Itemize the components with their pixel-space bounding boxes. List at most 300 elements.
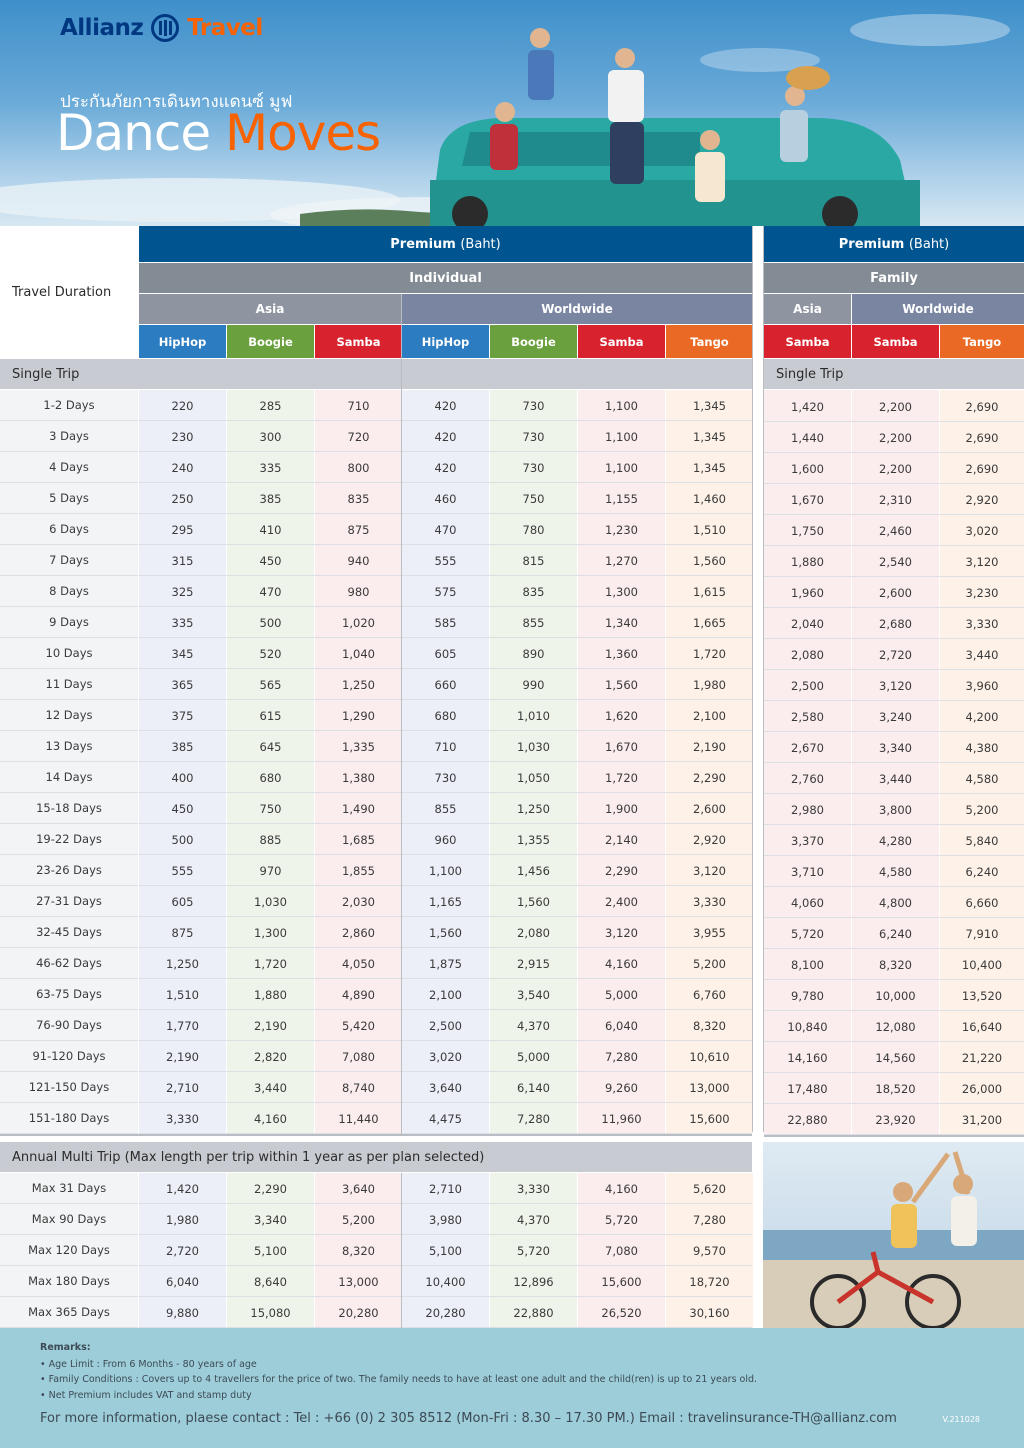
annual-premium-value: 5,720 (605, 1212, 638, 1227)
premium-value: 3,440 (254, 1080, 287, 1095)
premium-value: 285 (259, 398, 282, 413)
family-plan-header-samba: Samba (764, 325, 851, 358)
allianz-travel-logo (60, 14, 263, 42)
premium-value: 970 (259, 863, 282, 878)
premium-value: 1,030 (254, 894, 287, 909)
family-premium-value: 18,520 (875, 1081, 916, 1096)
annual-premium-value: 13,000 (338, 1274, 379, 1289)
annual-label: Annual Multi Trip (12, 1149, 121, 1165)
premium-value: 585 (434, 615, 457, 630)
premium-value: 3,955 (693, 925, 726, 940)
family-premium-value: 2,200 (879, 461, 912, 476)
family-worldwide-header: Worldwide (852, 294, 1024, 324)
premium-value: 710 (434, 739, 457, 754)
family-premium-value: 4,800 (879, 895, 912, 910)
premium-value: 750 (259, 801, 282, 816)
annual-premium-value: 8,320 (342, 1243, 375, 1258)
duration-label: 121-150 Days (0, 1072, 138, 1103)
family-plan-header-tango: Tango (940, 325, 1024, 358)
premium-value: 1,300 (605, 584, 638, 599)
premium-value: 680 (259, 770, 282, 785)
premium-value: 730 (434, 770, 457, 785)
duration-label: 151-180 Days (0, 1103, 138, 1134)
family-premium-value: 3,330 (965, 616, 999, 631)
annual-duration-label: Max 120 Days (0, 1235, 138, 1266)
premium-value: 420 (434, 429, 457, 444)
premium-value: 1,560 (517, 894, 550, 909)
annual-premium-value: 7,080 (605, 1243, 638, 1258)
duration-label: 76-90 Days (0, 1010, 138, 1041)
family-premium-value: 3,710 (791, 864, 824, 879)
premium-value: 2,190 (254, 1018, 287, 1033)
premium-value: 1,720 (605, 770, 638, 785)
family-premium-label: Premium (838, 236, 905, 252)
premium-value: 500 (259, 615, 282, 630)
remark-net-premium: • Net Premium includes VAT and stamp duty (40, 1389, 252, 1401)
family-baht-label: (Baht) (908, 236, 950, 252)
premium-value: 7,280 (605, 1049, 638, 1064)
duration-label: 19-22 Days (0, 824, 138, 855)
premium-value: 875 (347, 522, 370, 537)
duration-label: 15-18 Days (0, 793, 138, 824)
family-premium-value: 21,220 (961, 1050, 1003, 1065)
family-premium-value: 5,720 (791, 926, 824, 941)
remarks (40, 1340, 757, 1403)
travel-duration-header: Travel Duration (0, 226, 138, 358)
plan-header-boogie: Boogie (490, 325, 577, 358)
premium-value: 1,020 (342, 615, 375, 630)
premium-value: 980 (347, 584, 370, 599)
premium-value: 1,720 (693, 646, 726, 661)
family-premium-value: 1,440 (791, 430, 824, 445)
premium-value: 470 (434, 522, 457, 537)
premium-value: 420 (434, 398, 457, 413)
premium-value: 400 (171, 770, 194, 785)
premium-value: 890 (522, 646, 545, 661)
hero-title (56, 104, 380, 162)
premium-value: 1,345 (693, 398, 726, 413)
premium-value: 1,040 (342, 646, 375, 661)
family-premium-value: 1,670 (791, 492, 824, 507)
premium-value: 1,880 (254, 987, 287, 1002)
premium-value: 1,460 (693, 491, 726, 506)
premium-value: 345 (171, 646, 194, 661)
premium-value: 730 (522, 429, 545, 444)
family-premium-value: 4,380 (965, 740, 999, 755)
family-premium-value: 1,600 (791, 461, 824, 476)
annual-premium-value: 4,370 (517, 1212, 550, 1227)
duration-label: 46-62 Days (0, 948, 138, 979)
individual-premium-header (139, 226, 752, 262)
annual-premium-value: 7,280 (693, 1212, 726, 1227)
duration-label: 13 Days (0, 731, 138, 762)
premium-value: 2,400 (605, 894, 638, 909)
premium-value: 11,960 (601, 1111, 642, 1126)
duration-label: 7 Days (0, 545, 138, 576)
premium-value: 1,875 (429, 956, 462, 971)
premium-value: 250 (171, 491, 194, 506)
premium-value: 1,345 (693, 460, 726, 475)
family-premium-value: 2,500 (791, 678, 824, 693)
family-premium-value: 2,690 (965, 430, 999, 445)
duration-label: 11 Days (0, 669, 138, 700)
premium-value: 730 (522, 460, 545, 475)
hero-banner (0, 0, 1024, 226)
annual-premium-value: 20,280 (338, 1305, 379, 1320)
premium-value: 2,500 (429, 1018, 462, 1033)
family-premium-value: 5,200 (965, 802, 999, 817)
annual-premium-value: 12,896 (513, 1274, 554, 1289)
premium-value: 555 (171, 863, 194, 878)
annual-premium-value: 10,400 (425, 1274, 466, 1289)
duration-label: 91-120 Days (0, 1041, 138, 1072)
premium-value: 385 (171, 739, 194, 754)
premium-label: Premium (390, 236, 456, 252)
premium-value: 1,355 (517, 832, 550, 847)
duration-label: 27-31 Days (0, 886, 138, 917)
premium-value: 1,670 (605, 739, 638, 754)
duration-label: 6 Days (0, 514, 138, 545)
premium-value: 1,900 (605, 801, 638, 816)
plan-header-samba: Samba (578, 325, 665, 358)
premium-value: 1,560 (605, 677, 638, 692)
premium-value: 1,510 (693, 522, 726, 537)
premium-value: 2,190 (693, 739, 726, 754)
family-premium-value: 3,240 (879, 709, 912, 724)
premium-value: 1,615 (693, 584, 726, 599)
annual-premium-value: 1,420 (166, 1181, 199, 1196)
plan-header-boogie: Boogie (227, 325, 314, 358)
premium-value: 500 (171, 832, 194, 847)
premium-value: 1,335 (342, 739, 375, 754)
hero-title-moves: Moves (225, 104, 381, 162)
footer (0, 1328, 1024, 1448)
premium-value: 1,340 (605, 615, 638, 630)
family-asia-header: Asia (764, 294, 851, 324)
family-premium-value: 7,910 (965, 926, 999, 941)
premium-value: 6,140 (517, 1080, 550, 1095)
premium-value: 460 (434, 491, 457, 506)
premium-value: 990 (522, 677, 545, 692)
premium-value: 605 (171, 894, 194, 909)
annual-note: (Max length per trip within 1 year as per plan selected) (124, 1149, 485, 1165)
premium-value: 940 (347, 553, 370, 568)
premium-value: 13,000 (689, 1080, 730, 1095)
individual-right-border (752, 226, 753, 1132)
annual-premium-value: 3,640 (342, 1181, 375, 1196)
family-premium-value: 22,880 (787, 1112, 828, 1127)
family-premium-value: 2,670 (791, 740, 824, 755)
duration-label: 32-45 Days (0, 917, 138, 948)
family-premium-value: 2,980 (791, 802, 824, 817)
premium-value: 1,560 (429, 925, 462, 940)
premium-value: 1,250 (342, 677, 375, 692)
premium-value: 2,030 (342, 894, 375, 909)
premium-value: 8,740 (342, 1080, 375, 1095)
family-premium-value: 2,720 (879, 647, 912, 662)
annual-premium-value: 18,720 (689, 1274, 730, 1289)
family-header: Family (764, 263, 1024, 293)
premium-value: 750 (522, 491, 545, 506)
premium-value: 2,820 (254, 1049, 287, 1064)
premium-value: 2,140 (605, 832, 638, 847)
family-premium-value: 3,120 (965, 554, 999, 569)
cycling-friends-photo (763, 1142, 1024, 1328)
premium-value: 575 (434, 584, 457, 599)
premium-value: 1,250 (166, 956, 199, 971)
duration-label: 23-26 Days (0, 855, 138, 886)
premium-value: 450 (171, 801, 194, 816)
premium-value: 4,475 (429, 1111, 462, 1126)
premium-value: 375 (171, 708, 194, 723)
premium-value: 780 (522, 522, 545, 537)
annual-premium-value: 15,600 (601, 1274, 642, 1289)
family-premium-value: 1,880 (791, 554, 824, 569)
family-premium-value: 4,200 (965, 709, 999, 724)
family-premium-value: 1,960 (791, 585, 824, 600)
premium-value: 1,510 (166, 987, 199, 1002)
premium-value: 2,080 (517, 925, 550, 940)
premium-value: 2,915 (517, 956, 550, 971)
asia-worldwide-divider (401, 294, 402, 1134)
family-premium-value: 14,160 (787, 1050, 828, 1065)
annual-premium-value: 5,200 (342, 1212, 375, 1227)
family-premium-value: 3,120 (879, 678, 912, 693)
premium-value: 875 (171, 925, 194, 940)
family-premium-value: 10,400 (961, 957, 1003, 972)
duration-label: 63-75 Days (0, 979, 138, 1010)
annual-premium-value: 2,290 (254, 1181, 287, 1196)
premium-value: 615 (259, 708, 282, 723)
individual-header: Individual (139, 263, 752, 293)
premium-value: 1,490 (342, 801, 375, 816)
premium-value: 10,610 (689, 1049, 730, 1064)
premium-value: 4,370 (517, 1018, 550, 1033)
family-premium-value: 2,200 (879, 399, 912, 414)
annual-duration-label: Max 180 Days (0, 1266, 138, 1297)
annual-premium-value: 9,570 (693, 1243, 726, 1258)
premium-value: 3,020 (429, 1049, 462, 1064)
premium-value: 1,300 (254, 925, 287, 940)
duration-label: 10 Days (0, 638, 138, 669)
premium-value: 9,260 (605, 1080, 638, 1095)
premium-value: 11,440 (338, 1111, 379, 1126)
annual-premium-value: 2,720 (166, 1243, 199, 1258)
annual-duration-label: Max 31 Days (0, 1173, 138, 1204)
duration-label: 12 Days (0, 700, 138, 731)
premium-value: 3,330 (166, 1111, 199, 1126)
premium-value: 1,050 (517, 770, 550, 785)
family-premium-value: 2,920 (965, 492, 999, 507)
annual-premium-value: 30,160 (689, 1305, 730, 1320)
premium-value: 5,000 (605, 987, 638, 1002)
premium-value: 3,330 (693, 894, 726, 909)
premium-value: 1,620 (605, 708, 638, 723)
premium-value: 835 (522, 584, 545, 599)
premium-value: 645 (259, 739, 282, 754)
annual-premium-value: 6,040 (166, 1274, 199, 1289)
family-premium-value: 8,100 (791, 957, 824, 972)
premium-value: 6,760 (693, 987, 726, 1002)
version-code: V.211028 (942, 1415, 980, 1424)
premium-value: 3,640 (429, 1080, 462, 1095)
annual-premium-value: 15,080 (250, 1305, 291, 1320)
family-premium-value: 13,520 (961, 988, 1003, 1003)
family-premium-value: 10,840 (787, 1019, 828, 1034)
individual-asia-header: Asia (139, 294, 401, 324)
premium-value: 1,456 (517, 863, 550, 878)
annual-premium-value: 22,880 (513, 1305, 554, 1320)
premium-value: 325 (171, 584, 194, 599)
hero-subtitle: ประกันภัยการเดินทางแดนซ์ มูฟ (60, 92, 293, 112)
family-premium-value: 3,370 (791, 833, 824, 848)
remark-age-limit: • Age Limit : From 6 Months - 80 years of age (40, 1358, 257, 1370)
family-bottom-border (764, 1135, 1024, 1137)
premium-value: 470 (259, 584, 282, 599)
family-premium-value: 4,280 (879, 833, 912, 848)
family-premium-value: 10,000 (875, 988, 916, 1003)
annual-premium-value: 5,620 (693, 1181, 726, 1196)
premium-value: 835 (347, 491, 370, 506)
premium-value: 1,345 (693, 429, 726, 444)
family-premium-value: 2,200 (879, 430, 912, 445)
premium-value: 2,710 (166, 1080, 199, 1095)
remark-family-conditions: • Family Conditions : Covers up to 4 travellers for the price of two. The family needs to have at least one adult and the child(ren) is up to 21 years old. (40, 1374, 758, 1385)
family-premium-value: 9,780 (791, 988, 824, 1003)
premium-value: 1,100 (605, 460, 638, 475)
family-premium-value: 2,040 (791, 616, 824, 631)
premium-value: 2,100 (693, 708, 726, 723)
family-premium-header (764, 226, 1024, 262)
family-premium-value: 4,580 (965, 771, 999, 786)
premium-value: 6,040 (605, 1018, 638, 1033)
single-trip-section: Single Trip (0, 359, 752, 389)
premium-value: 1,290 (342, 708, 375, 723)
premium-value: 2,290 (605, 863, 638, 878)
logo-allianz-text: Allianz (60, 15, 144, 41)
annual-multi-trip-section (0, 1142, 752, 1172)
premium-value: 1,155 (605, 491, 638, 506)
family-premium-value: 2,580 (791, 709, 824, 724)
family-premium-value: 17,480 (787, 1081, 828, 1096)
premium-value: 960 (434, 832, 457, 847)
premium-value: 4,890 (342, 987, 375, 1002)
plan-header-hiphop: HipHop (402, 325, 489, 358)
premium-value: 385 (259, 491, 282, 506)
premium-value: 4,050 (342, 956, 375, 971)
premium-value: 1,100 (605, 429, 638, 444)
plan-header-samba: Samba (315, 325, 402, 358)
family-premium-value: 3,340 (879, 740, 912, 755)
family-premium-value: 3,440 (879, 771, 912, 786)
premium-value: 1,665 (693, 615, 726, 630)
premium-value: 335 (259, 460, 282, 475)
logo-travel-text: Travel (187, 15, 263, 41)
hero-title-dance: Dance (56, 104, 211, 162)
premium-value: 1,010 (517, 708, 550, 723)
premium-value: 1,250 (517, 801, 550, 816)
family-premium-value: 3,440 (965, 647, 999, 662)
family-premium-value: 31,200 (961, 1112, 1003, 1127)
remarks-title: Remarks: (40, 1342, 91, 1353)
family-premium-value: 3,960 (965, 678, 999, 693)
family-premium-value: 6,240 (965, 864, 999, 879)
annual-premium-value: 1,980 (166, 1212, 199, 1227)
annual-duration-label: Max 365 Days (0, 1297, 138, 1328)
premium-value: 220 (171, 398, 194, 413)
premium-value: 815 (522, 553, 545, 568)
premium-value: 1,100 (429, 863, 462, 878)
family-premium-value: 26,000 (961, 1081, 1003, 1096)
family-premium-value: 2,540 (879, 554, 912, 569)
premium-value: 1,560 (693, 553, 726, 568)
individual-worldwide-header: Worldwide (402, 294, 752, 324)
family-single-trip-section: Single Trip (764, 359, 1024, 389)
annual-premium-value: 5,100 (429, 1243, 462, 1258)
premium-value: 2,190 (166, 1049, 199, 1064)
premium-value: 855 (434, 801, 457, 816)
annual-premium-value: 8,640 (254, 1274, 287, 1289)
annual-premium-value: 3,330 (517, 1181, 550, 1196)
premium-value: 450 (259, 553, 282, 568)
family-premium-value: 16,640 (961, 1019, 1003, 1034)
premium-value: 5,200 (693, 956, 726, 971)
premium-value: 1,980 (693, 677, 726, 692)
premium-value: 555 (434, 553, 457, 568)
premium-value: 660 (434, 677, 457, 692)
duration-label: 8 Days (0, 576, 138, 607)
family-left-border (763, 226, 764, 1132)
duration-label: 5 Days (0, 483, 138, 514)
annual-premium-value: 5,720 (517, 1243, 550, 1258)
family-premium-value: 3,800 (879, 802, 912, 817)
annual-premium-value: 4,160 (605, 1181, 638, 1196)
family-premium-value: 4,580 (879, 864, 912, 879)
premium-value: 2,600 (693, 801, 726, 816)
contact-info: For more information, plaese contact : Tel : +66 (0) 2 305 8512 (Mon-Fri : 8.30 – 17.30 PM.) Email : travelinsurance-TH@allianz.com (40, 1411, 897, 1426)
single-trip-bottom-border (0, 1134, 752, 1136)
premium-value: 1,770 (166, 1018, 199, 1033)
premium-value: 2,860 (342, 925, 375, 940)
premium-value: 3,120 (605, 925, 638, 940)
premium-value: 315 (171, 553, 194, 568)
plan-header-tango: Tango (666, 325, 753, 358)
premium-value: 800 (347, 460, 370, 475)
family-premium-value: 12,080 (875, 1019, 916, 1034)
premium-value: 605 (434, 646, 457, 661)
premium-value: 335 (171, 615, 194, 630)
premium-value: 4,160 (254, 1111, 287, 1126)
family-premium-value: 14,560 (875, 1050, 916, 1065)
annual-premium-value: 2,710 (429, 1181, 462, 1196)
duration-label: 1-2 Days (0, 390, 138, 421)
annual-premium-value: 20,280 (425, 1305, 466, 1320)
family-premium-value: 4,060 (791, 895, 824, 910)
premium-value: 230 (171, 429, 194, 444)
family-premium-value: 6,240 (879, 926, 912, 941)
premium-value: 1,720 (254, 956, 287, 971)
premium-value: 2,100 (429, 987, 462, 1002)
premium-value: 1,030 (517, 739, 550, 754)
premium-value: 5,420 (342, 1018, 375, 1033)
premium-value: 520 (259, 646, 282, 661)
annual-duration-label: Max 90 Days (0, 1204, 138, 1235)
family-premium-value: 2,690 (965, 399, 999, 414)
premium-value: 2,920 (693, 832, 726, 847)
duration-label: 14 Days (0, 762, 138, 793)
premium-value: 855 (522, 615, 545, 630)
family-premium-value: 5,840 (965, 833, 999, 848)
